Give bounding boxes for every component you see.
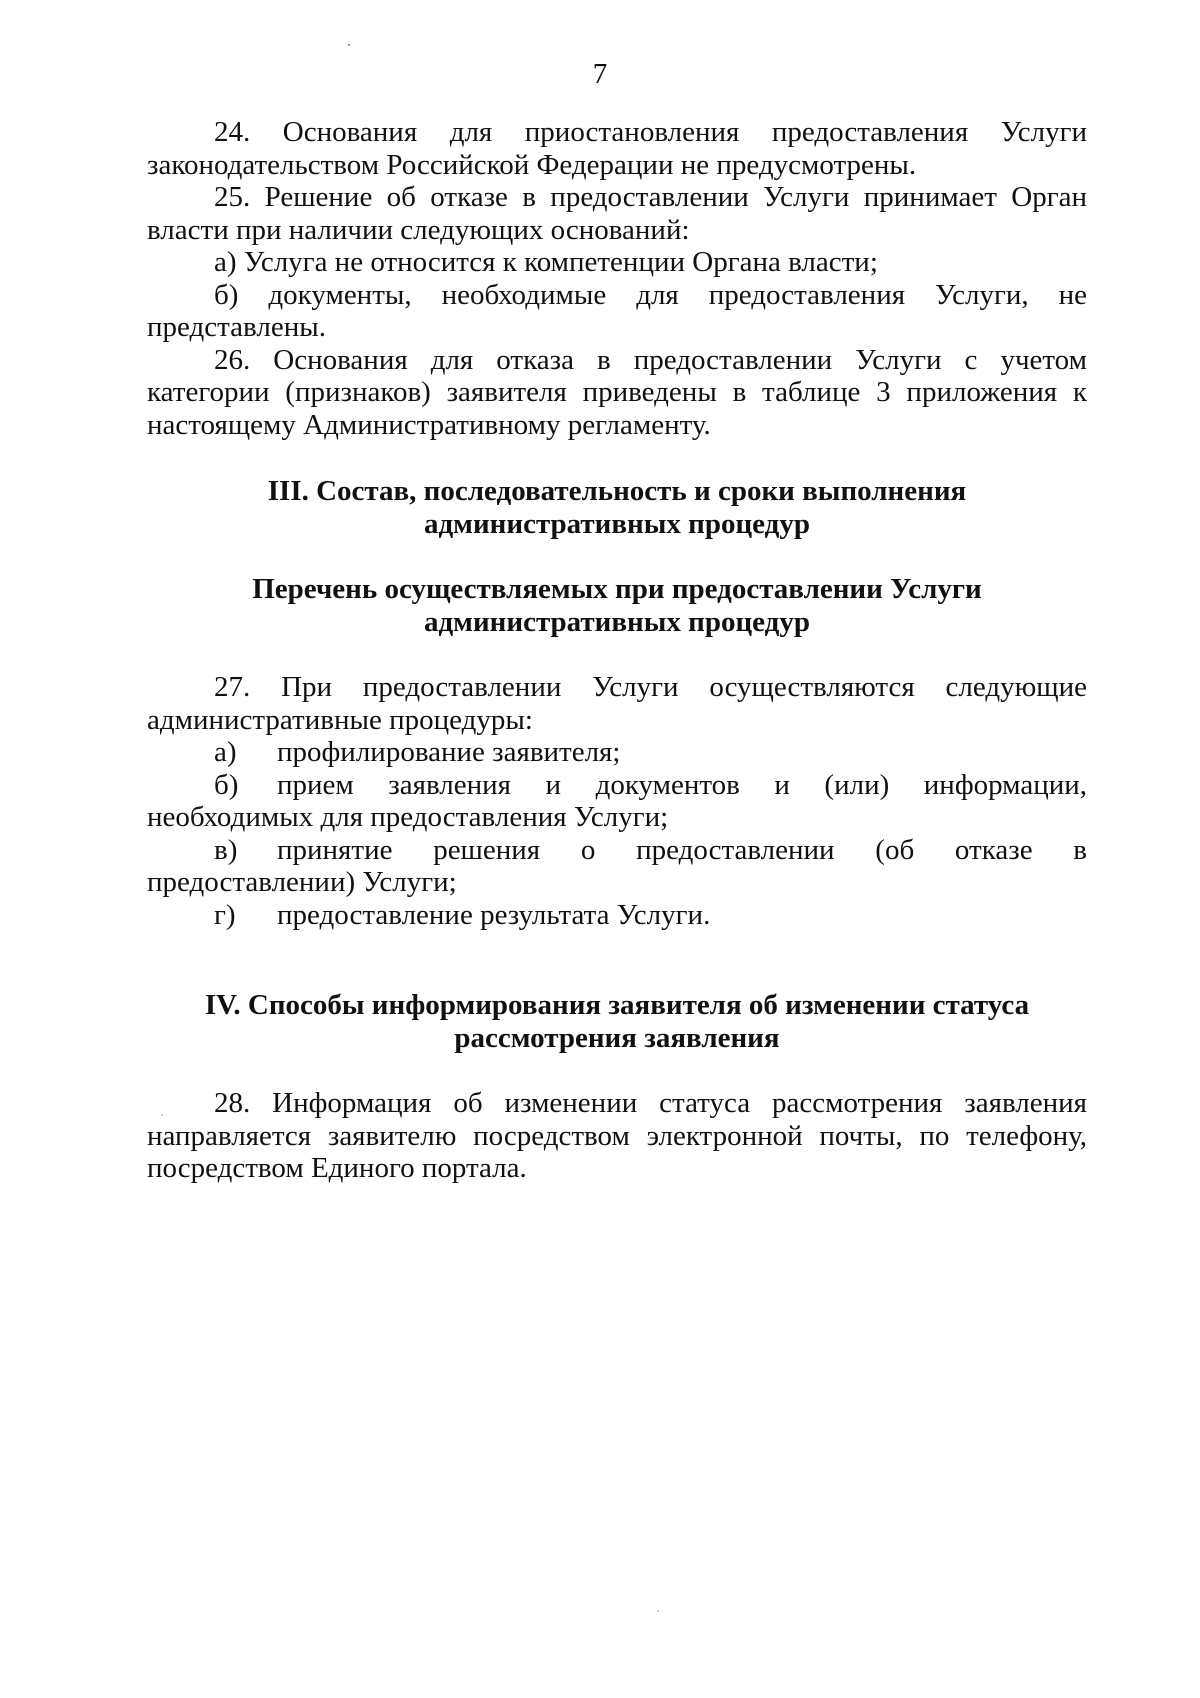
- paragraph-26: 26. Основания для отказа в предоставлении Услуги с учетом категории (признаков) заявителя приведены в таблице 3 приложения к настоящему Административному регламенту.: [147, 343, 1087, 441]
- procedure-marker: в): [214, 833, 238, 866]
- paragraph-28: 28. Информация об изменении статуса рассмотрения заявления направляется заявителю посредством электронной почты, по телефону, посредством Единого портала.: [147, 1087, 1087, 1184]
- procedure-item: [147, 736, 1087, 769]
- procedure-text: прием заявления и документов и (или) информации, необходимых для предоставления Услуги;: [147, 768, 1087, 833]
- procedure-text: профилирование заявителя;: [277, 736, 621, 768]
- paragraph-25: 25. Решение об отказе в предоставлении Услуги принимает Орган власти при наличии следующих оснований:: [147, 181, 1087, 246]
- scan-speck: [348, 44, 350, 46]
- paragraph-27: 27. При предоставлении Услуги осуществляются следующие административные процедуры:: [147, 671, 1087, 736]
- procedure-item: [147, 899, 1087, 932]
- procedure-item: [147, 769, 1087, 834]
- section-3-heading: III. Состав, последовательность и сроки выполнения административных процедур: [267, 475, 967, 540]
- procedure-text: предоставление результата Услуги.: [277, 898, 711, 931]
- procedure-marker: б): [214, 768, 239, 801]
- page-number: 7: [592, 58, 608, 90]
- paragraph-25-a: а) Услуга не относится к компетенции Органа власти;: [214, 246, 878, 278]
- section-4-heading: IV. Способы информирования заявителя об изменении статуса рассмотрения заявления: [204, 989, 1030, 1054]
- subsection-heading: Перечень осуществляемых при предоставлении Услуги административных процедур: [252, 573, 982, 638]
- procedure-marker: г): [214, 898, 236, 931]
- paragraph-24: 24. Основания для приостановления предоставления Услуги законодательством Российской Федерации не предусмотрены.: [147, 116, 1087, 181]
- procedure-marker: а): [214, 736, 237, 768]
- paragraph-25-b: б) документы, необходимые для предоставления Услуги, не представлены.: [147, 278, 1087, 343]
- procedure-item: [147, 834, 1087, 899]
- procedure-text: принятие решения о предоставлении (об отказе в предоставлении) Услуги;: [147, 833, 1087, 898]
- document-body: [147, 116, 1087, 1185]
- scan-speck: [657, 1610, 659, 1612]
